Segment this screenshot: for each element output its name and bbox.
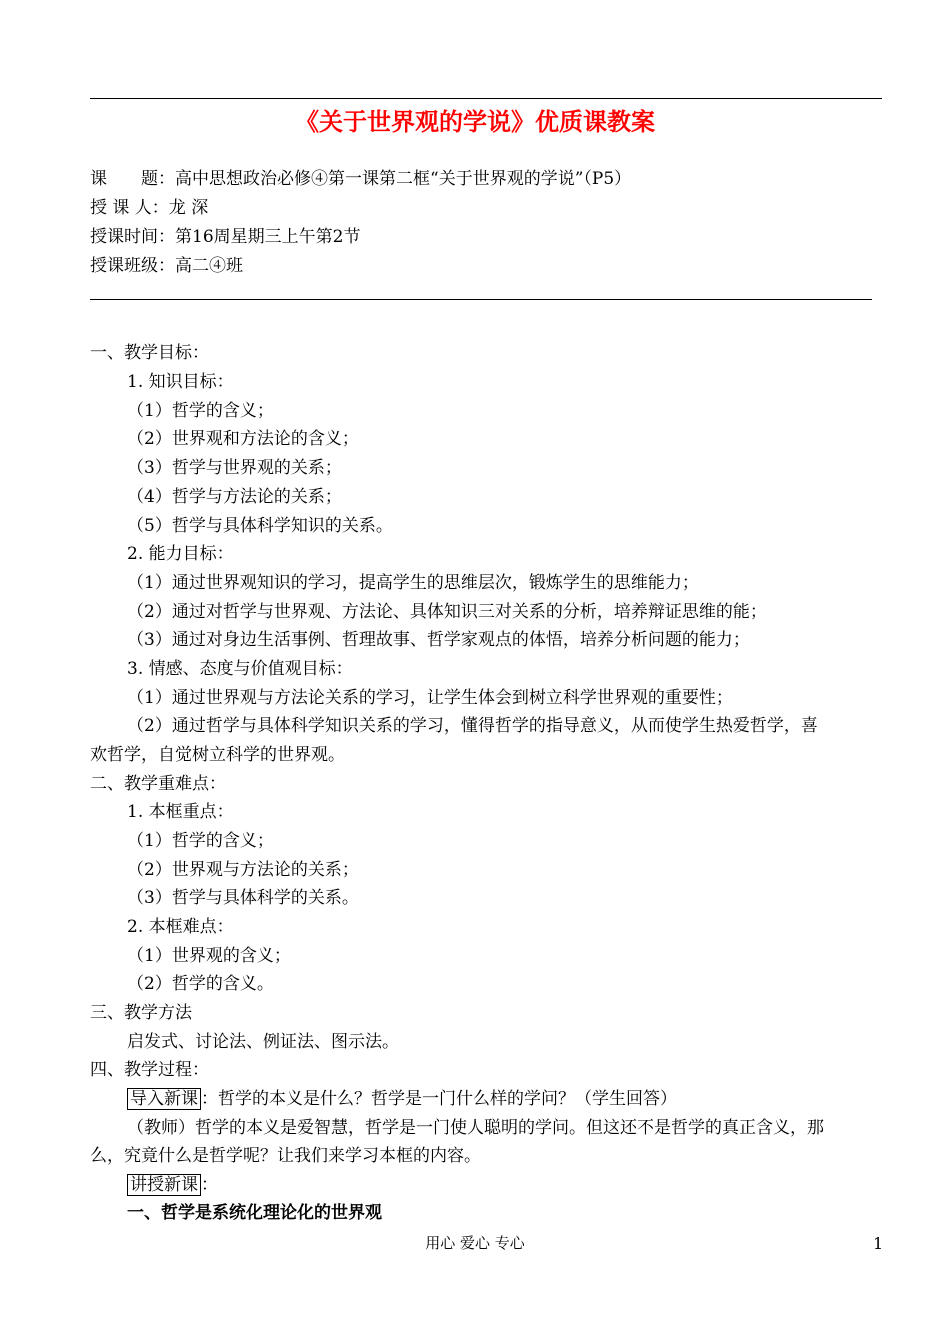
header-topic: 课 题：高中思想政治必修④第一课第二框“关于世界观的学说”（P5）	[90, 169, 632, 189]
page-number: 1	[873, 1234, 884, 1253]
list-item: （1）哲学的含义；	[127, 401, 274, 421]
content-heading: 一、哲学是系统化理论化的世界观	[127, 1203, 382, 1223]
header-time: 授课时间：第16周星期三上午第2节	[90, 227, 361, 247]
list-item: （3）哲学与具体科学的关系。	[127, 888, 359, 908]
section-heading: 二、教学重难点：	[90, 774, 226, 794]
paragraph-text: ：哲学的本义是什么？哲学是一门什么样的学问？（学生回答）	[201, 1089, 677, 1109]
header-teacher: 授 课 人：龙 深	[90, 198, 209, 218]
list-item: （1）世界观的含义；	[127, 946, 291, 966]
list-item: （4）哲学与方法论的关系；	[127, 487, 342, 507]
document-title: 《关于世界观的学说》优质课教案	[295, 107, 655, 136]
subsection-heading: 2. 本框难点：	[127, 917, 234, 937]
section-heading: 三、教学方法	[90, 1003, 192, 1023]
list-item: （3）哲学与世界观的关系；	[127, 458, 342, 478]
subsection-heading: 1. 本框重点：	[127, 802, 234, 822]
paragraph-continuation: 么，究竟什么是哲学呢？让我们来学习本框的内容。	[90, 1146, 481, 1166]
paragraph: 启发式、讨论法、例证法、图示法。	[127, 1032, 399, 1052]
section-heading: 四、教学过程：	[90, 1060, 209, 1080]
list-item: （2）哲学的含义。	[127, 974, 274, 994]
paragraph: （教师）哲学的本义是爱智慧，哲学是一门使人聪明的学问。但这还不是哲学的真正含义，那	[127, 1118, 824, 1138]
subsection-heading: 3. 情感、态度与价值观目标：	[127, 659, 353, 679]
subsection-heading: 2. 能力目标：	[127, 544, 234, 564]
list-item: （5）哲学与具体科学知识的关系。	[127, 516, 393, 536]
list-item: （2）通过对哲学与世界观、方法论、具体知识三对关系的分析，培养辩证思维的能；	[127, 602, 767, 622]
list-item: （2）世界观和方法论的含义；	[127, 429, 359, 449]
top-rule	[90, 98, 882, 99]
paragraph	[127, 1173, 218, 1197]
list-item-continuation: 欢哲学，自觉树立科学的世界观。	[90, 745, 345, 765]
boxed-label: 讲授新课	[127, 1174, 201, 1196]
header-rule	[90, 299, 872, 300]
footer-motto: 用心 爱心 专心	[425, 1234, 525, 1252]
list-item: （2）世界观与方法论的关系；	[127, 860, 359, 880]
subsection-heading: 1. 知识目标：	[127, 372, 234, 392]
list-item: （1）哲学的含义；	[127, 831, 274, 851]
list-item: （3）通过对身边生活事例、哲理故事、哲学家观点的体悟，培养分析问题的能力；	[127, 630, 750, 650]
boxed-label: 导入新课	[127, 1088, 201, 1110]
section-heading: 一、教学目标：	[90, 343, 209, 363]
header-class: 授课班级：高二④班	[90, 256, 243, 276]
list-item: （2）通过哲学与具体科学知识关系的学习，懂得哲学的指导意义，从而使学生热爱哲学，喜	[127, 716, 818, 736]
list-item: （1）通过世界观与方法论关系的学习，让学生体会到树立科学世界观的重要性；	[127, 688, 733, 708]
paragraph-text: ：	[201, 1175, 218, 1195]
list-item: （1）通过世界观知识的学习，提高学生的思维层次，锻炼学生的思维能力；	[127, 573, 699, 593]
paragraph	[127, 1087, 677, 1111]
